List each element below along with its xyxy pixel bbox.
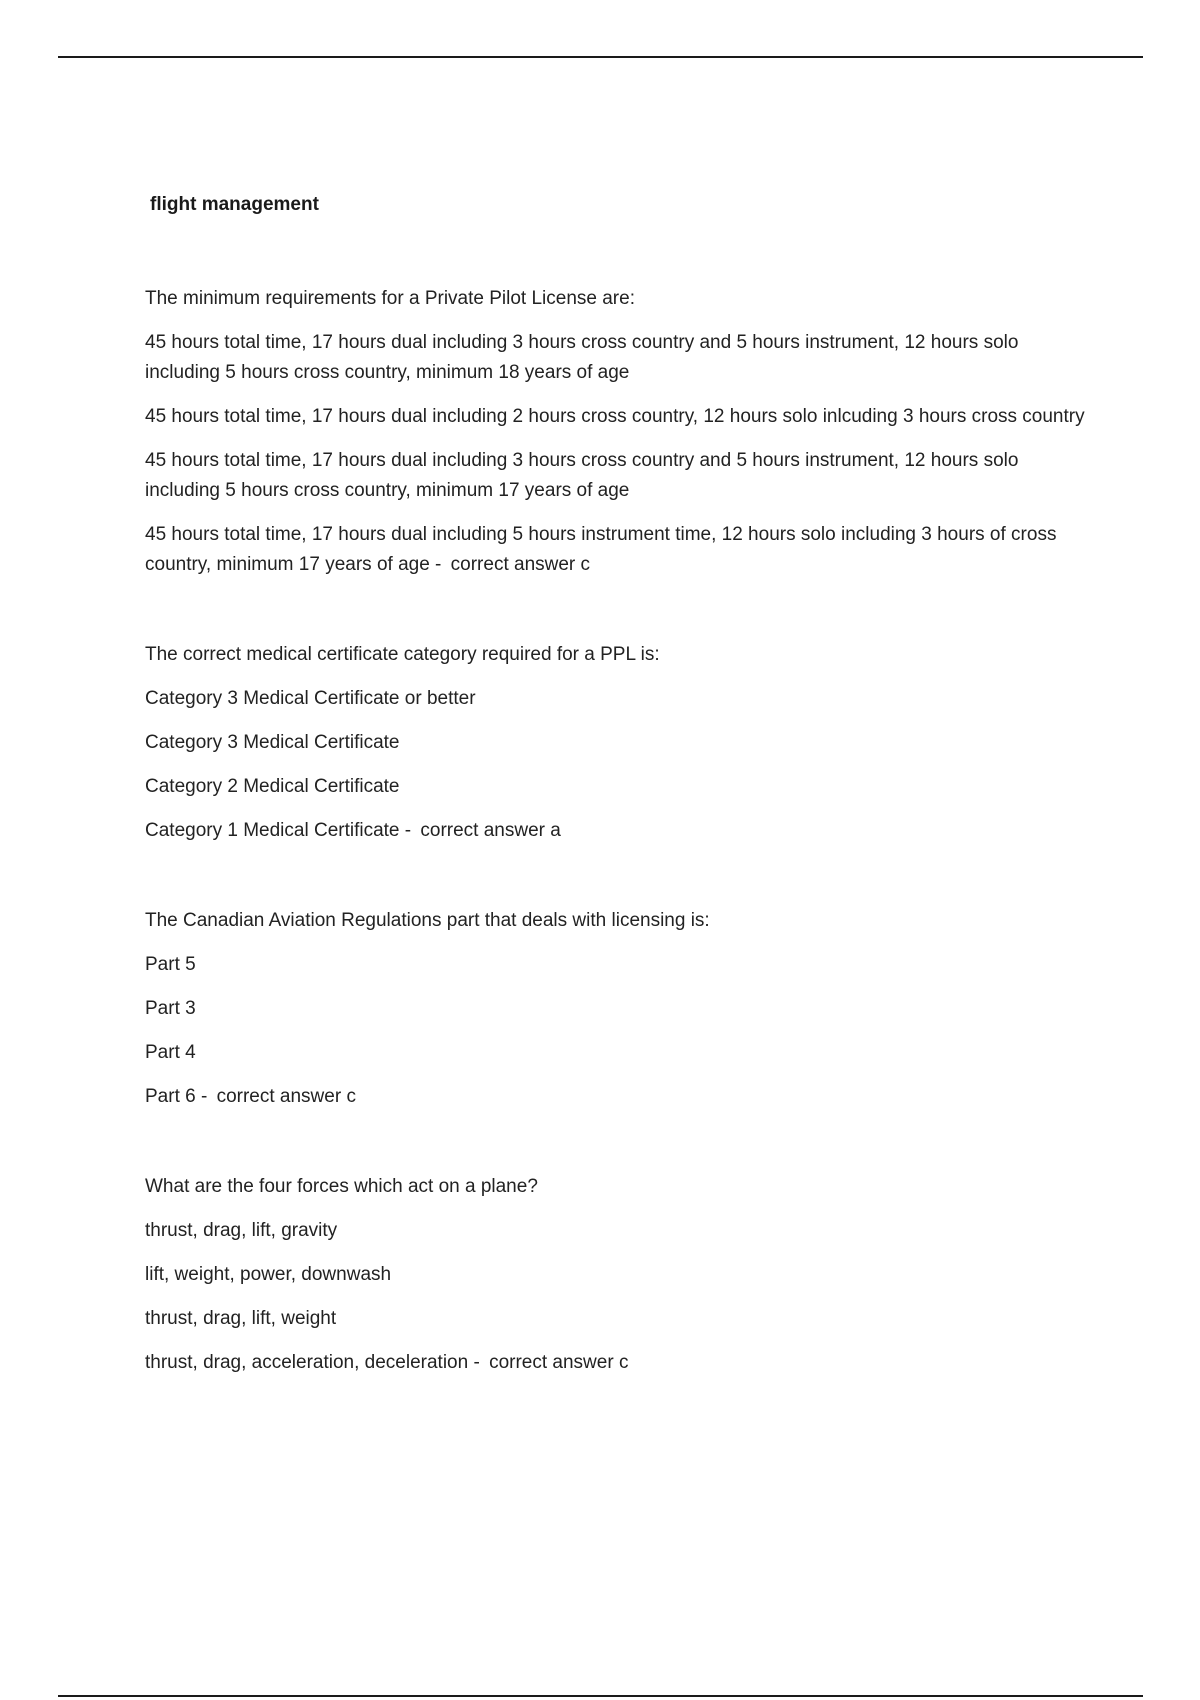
answer-option-d (145, 1348, 1090, 1378)
answer-option-a: Category 3 Medical Certificate or better (145, 688, 476, 709)
answer-option-b: Category 3 Medical Certificate (145, 732, 400, 753)
option-text: thrust, drag, acceleration, deceleration - (145, 1352, 486, 1373)
answer-option-a: Part 5 (145, 954, 196, 975)
question-block-1 (145, 284, 1090, 580)
question-prompt: The correct medical certificate category required for a PPL is: (145, 644, 660, 665)
bottom-rule (58, 1695, 1143, 1697)
answer-option-a: 45 hours total time, 17 hours dual including 3 hours cross country and 5 hours instrument, 12 hours solo including 5 hours cross country, minimum 18 years of age (145, 332, 1019, 383)
option-text: Category 1 Medical Certificate - (145, 820, 417, 841)
question-block-4 (145, 1172, 1090, 1378)
question-block-2 (145, 640, 1090, 846)
answer-option-c: Part 4 (145, 1042, 196, 1063)
option-text: Part 6 - (145, 1086, 213, 1107)
answer-option-c: thrust, drag, lift, weight (145, 1308, 337, 1329)
answer-option-d (145, 520, 1090, 580)
question-prompt: The minimum requirements for a Private Pilot License are: (145, 288, 635, 309)
answer-option-c: 45 hours total time, 17 hours dual including 3 hours cross country and 5 hours instrument, 12 hours solo including 5 hours cross country, minimum 17 years of age (145, 450, 1019, 501)
answer-option-b: 45 hours total time, 17 hours dual including 2 hours cross country, 12 hours solo inlcuding 3 hours cross country (145, 406, 1085, 427)
question-prompt: The Canadian Aviation Regulations part that deals with licensing is: (145, 910, 710, 931)
correct-answer-note: correct answer a (420, 820, 561, 841)
option-text: 45 hours total time, 17 hours dual including 5 hours instrument time, 12 hours solo including 3 hours of cross country, minimum 17 years of age - (145, 524, 1057, 575)
answer-option-d (145, 816, 1090, 846)
answer-option-a: thrust, drag, lift, gravity (145, 1220, 338, 1241)
answer-option-d (145, 1082, 1090, 1112)
question-block-3 (145, 906, 1090, 1112)
correct-answer-note: correct answer c (450, 554, 591, 575)
answer-option-b: Part 3 (145, 998, 196, 1019)
question-prompt: What are the four forces which act on a plane? (145, 1176, 538, 1197)
answer-option-c: Category 2 Medical Certificate (145, 776, 400, 797)
correct-answer-note: correct answer c (216, 1086, 356, 1107)
answer-option-b: lift, weight, power, downwash (145, 1264, 392, 1285)
document-body (145, 190, 1090, 1378)
document-title: flight management (150, 194, 319, 215)
correct-answer-note: correct answer c (489, 1352, 629, 1373)
top-rule (58, 56, 1143, 58)
